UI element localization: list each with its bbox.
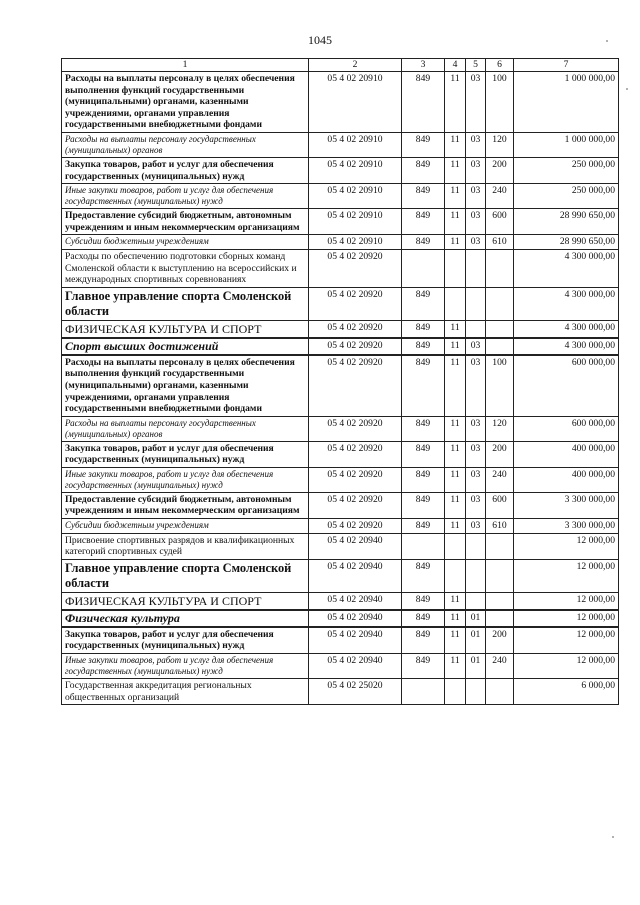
department-code-cell: 849: [402, 416, 445, 441]
department-code-cell: 849: [402, 355, 445, 416]
row-name-cell: Главное управление спорта Смоленской области: [62, 559, 309, 592]
table-row: [62, 519, 619, 534]
expense-type-cell: 100: [486, 355, 514, 416]
amount-cell: 3 300 000,00: [514, 492, 619, 518]
target-code-cell: 05 4 02 20910: [309, 235, 402, 250]
table-row: [62, 184, 619, 209]
department-code-cell: 849: [402, 320, 445, 338]
expense-type-cell: [486, 592, 514, 610]
section-code-cell: 11: [445, 338, 466, 355]
target-code-cell: 05 4 02 20910: [309, 209, 402, 235]
amount-cell: 12 000,00: [514, 559, 619, 592]
subsection-code-cell: 03: [466, 492, 486, 518]
amount-cell: 12 000,00: [514, 533, 619, 559]
section-code-cell: [445, 287, 466, 320]
row-name-cell: Закупка товаров, работ и услуг для обеспечения государственных (муниципальных) нужд: [62, 627, 309, 654]
amount-cell: 12 000,00: [514, 627, 619, 654]
department-code-cell: 849: [402, 157, 445, 183]
subsection-code-cell: [466, 249, 486, 287]
subsection-code-cell: [466, 679, 486, 705]
subsection-code-cell: 03: [466, 416, 486, 441]
table-row: [62, 627, 619, 654]
table-row: [62, 157, 619, 183]
amount-cell: 600 000,00: [514, 416, 619, 441]
target-code-cell: 05 4 02 20940: [309, 559, 402, 592]
table-row: [62, 338, 619, 355]
subsection-code-cell: 03: [466, 235, 486, 250]
department-code-cell: 849: [402, 338, 445, 355]
section-code-cell: 11: [445, 467, 466, 492]
subsection-code-cell: 03: [466, 355, 486, 416]
target-code-cell: 05 4 02 20920: [309, 519, 402, 534]
target-code-cell: 05 4 02 20910: [309, 157, 402, 183]
subsection-code-cell: [466, 533, 486, 559]
row-name-cell: Расходы по обеспечению подготовки сборных команд Смоленской области к выступлению на всероссийских и международных спортивных соревнованиях: [62, 249, 309, 287]
target-code-cell: 05 4 02 20940: [309, 592, 402, 610]
department-code-cell: 849: [402, 559, 445, 592]
section-code-cell: 11: [445, 132, 466, 157]
target-code-cell: 05 4 02 20940: [309, 654, 402, 679]
amount-cell: 4 300 000,00: [514, 338, 619, 355]
department-code-cell: 849: [402, 235, 445, 250]
department-code-cell: 849: [402, 519, 445, 534]
target-code-cell: 05 4 02 20910: [309, 132, 402, 157]
section-code-cell: 11: [445, 627, 466, 654]
department-code-cell: [402, 533, 445, 559]
subsection-code-cell: 03: [466, 467, 486, 492]
page-number: 1045: [308, 33, 332, 47]
expense-type-cell: 200: [486, 627, 514, 654]
expense-type-cell: 200: [486, 157, 514, 183]
row-name-cell: Расходы на выплаты персоналу в целях обеспечения выполнения функций государственными (муниципальными) органами, казенными учреждениями, органами управления государственными внебюджетными фондами: [62, 355, 309, 416]
column-header: 1: [62, 59, 309, 72]
section-code-cell: 11: [445, 209, 466, 235]
table-row: [62, 654, 619, 679]
table-row: [62, 467, 619, 492]
department-code-cell: 849: [402, 610, 445, 627]
section-code-cell: 11: [445, 592, 466, 610]
department-code-cell: 849: [402, 592, 445, 610]
row-name-cell: Иные закупки товаров, работ и услуг для обеспечения государственных (муниципальных) нужд: [62, 467, 309, 492]
expense-type-cell: 120: [486, 132, 514, 157]
department-code-cell: 849: [402, 184, 445, 209]
expense-type-cell: [486, 287, 514, 320]
target-code-cell: 05 4 02 20940: [309, 533, 402, 559]
table-row: [62, 72, 619, 133]
section-code-cell: 11: [445, 519, 466, 534]
scan-speck: [612, 836, 614, 838]
row-name-cell: Закупка товаров, работ и услуг для обеспечения государственных (муниципальных) нужд: [62, 441, 309, 467]
budget-table: [61, 58, 619, 705]
expense-type-cell: [486, 679, 514, 705]
row-name-cell: Предоставление субсидий бюджетным, автономным учреждениям и иным некоммерческим организациям: [62, 492, 309, 518]
amount-cell: 4 300 000,00: [514, 287, 619, 320]
department-code-cell: 849: [402, 467, 445, 492]
subsection-code-cell: 03: [466, 519, 486, 534]
section-code-cell: 11: [445, 492, 466, 518]
section-code-cell: [445, 679, 466, 705]
department-code-cell: 849: [402, 492, 445, 518]
column-header: 3: [402, 59, 445, 72]
amount-cell: 12 000,00: [514, 610, 619, 627]
subsection-code-cell: 03: [466, 72, 486, 133]
column-number-row: [62, 59, 619, 72]
target-code-cell: 05 4 02 20920: [309, 441, 402, 467]
scan-speck: [626, 88, 628, 90]
target-code-cell: 05 4 02 20940: [309, 627, 402, 654]
expense-type-cell: [486, 610, 514, 627]
table-row: [62, 287, 619, 320]
row-name-cell: Расходы на выплаты персоналу государственных (муниципальных) органов: [62, 132, 309, 157]
expense-type-cell: [486, 559, 514, 592]
subsection-code-cell: 03: [466, 441, 486, 467]
row-name-cell: ФИЗИЧЕСКАЯ КУЛЬТУРА И СПОРТ: [62, 592, 309, 610]
department-code-cell: 849: [402, 72, 445, 133]
amount-cell: 12 000,00: [514, 654, 619, 679]
section-code-cell: 11: [445, 416, 466, 441]
amount-cell: 1 000 000,00: [514, 72, 619, 133]
expense-type-cell: 240: [486, 467, 514, 492]
expense-type-cell: [486, 338, 514, 355]
amount-cell: 28 990 650,00: [514, 209, 619, 235]
amount-cell: 250 000,00: [514, 184, 619, 209]
amount-cell: 400 000,00: [514, 467, 619, 492]
column-header: 4: [445, 59, 466, 72]
target-code-cell: 05 4 02 20920: [309, 467, 402, 492]
target-code-cell: 05 4 02 20920: [309, 320, 402, 338]
table-row: [62, 132, 619, 157]
subsection-code-cell: 03: [466, 184, 486, 209]
expense-type-cell: 100: [486, 72, 514, 133]
department-code-cell: 849: [402, 627, 445, 654]
table-row: [62, 416, 619, 441]
target-code-cell: 05 4 02 20920: [309, 338, 402, 355]
subsection-code-cell: 03: [466, 209, 486, 235]
section-code-cell: 11: [445, 355, 466, 416]
expense-type-cell: [486, 320, 514, 338]
amount-cell: 4 300 000,00: [514, 249, 619, 287]
section-code-cell: [445, 559, 466, 592]
target-code-cell: 05 4 02 20920: [309, 249, 402, 287]
row-name-cell: Предоставление субсидий бюджетным, автономным учреждениям и иным некоммерческим организациям: [62, 209, 309, 235]
table-row: [62, 559, 619, 592]
table-row: [62, 249, 619, 287]
subsection-code-cell: 01: [466, 610, 486, 627]
expense-type-cell: 120: [486, 416, 514, 441]
expense-type-cell: [486, 533, 514, 559]
amount-cell: 12 000,00: [514, 592, 619, 610]
row-name-cell: Присвоение спортивных разрядов и квалификационных категорий спортивных судей: [62, 533, 309, 559]
column-header: 7: [514, 59, 619, 72]
section-code-cell: 11: [445, 654, 466, 679]
subsection-code-cell: [466, 320, 486, 338]
department-code-cell: [402, 249, 445, 287]
scan-speck: [606, 40, 608, 42]
row-name-cell: ФИЗИЧЕСКАЯ КУЛЬТУРА И СПОРТ: [62, 320, 309, 338]
expense-type-cell: 600: [486, 209, 514, 235]
section-code-cell: 11: [445, 441, 466, 467]
column-header: 5: [466, 59, 486, 72]
table-row: [62, 533, 619, 559]
target-code-cell: 05 4 02 20910: [309, 72, 402, 133]
target-code-cell: 05 4 02 20920: [309, 492, 402, 518]
amount-cell: 400 000,00: [514, 441, 619, 467]
subsection-code-cell: 01: [466, 654, 486, 679]
table-row: [62, 492, 619, 518]
row-name-cell: Иные закупки товаров, работ и услуг для обеспечения государственных (муниципальных) нужд: [62, 184, 309, 209]
table-row: [62, 592, 619, 610]
column-header: 2: [309, 59, 402, 72]
expense-type-cell: 240: [486, 654, 514, 679]
row-name-cell: Субсидии бюджетным учреждениям: [62, 235, 309, 250]
amount-cell: 6 000,00: [514, 679, 619, 705]
row-name-cell: Спорт высших достижений: [62, 338, 309, 355]
expense-type-cell: 610: [486, 519, 514, 534]
expense-type-cell: [486, 249, 514, 287]
amount-cell: 3 300 000,00: [514, 519, 619, 534]
amount-cell: 28 990 650,00: [514, 235, 619, 250]
row-name-cell: Расходы на выплаты персоналу государственных (муниципальных) органов: [62, 416, 309, 441]
target-code-cell: 05 4 02 20920: [309, 287, 402, 320]
table-row: [62, 320, 619, 338]
amount-cell: 1 000 000,00: [514, 132, 619, 157]
section-code-cell: 11: [445, 184, 466, 209]
row-name-cell: Закупка товаров, работ и услуг для обеспечения государственных (муниципальных) нужд: [62, 157, 309, 183]
department-code-cell: 849: [402, 132, 445, 157]
section-code-cell: 11: [445, 157, 466, 183]
table-row: [62, 209, 619, 235]
target-code-cell: 05 4 02 20910: [309, 184, 402, 209]
table-row: [62, 679, 619, 705]
expense-type-cell: 610: [486, 235, 514, 250]
expense-type-cell: 240: [486, 184, 514, 209]
department-code-cell: 849: [402, 441, 445, 467]
subsection-code-cell: [466, 592, 486, 610]
section-code-cell: 11: [445, 235, 466, 250]
target-code-cell: 05 4 02 20940: [309, 610, 402, 627]
department-code-cell: 849: [402, 287, 445, 320]
subsection-code-cell: 03: [466, 338, 486, 355]
subsection-code-cell: 01: [466, 627, 486, 654]
expense-type-cell: 600: [486, 492, 514, 518]
expense-type-cell: 200: [486, 441, 514, 467]
section-code-cell: 11: [445, 72, 466, 133]
row-name-cell: Расходы на выплаты персоналу в целях обеспечения выполнения функций государственными (муниципальными) органами, казенными учреждениями, органами управления государственными внебюджетными фондами: [62, 72, 309, 133]
amount-cell: 4 300 000,00: [514, 320, 619, 338]
subsection-code-cell: [466, 559, 486, 592]
row-name-cell: Главное управление спорта Смоленской области: [62, 287, 309, 320]
table-row: [62, 441, 619, 467]
column-header: 6: [486, 59, 514, 72]
section-code-cell: 11: [445, 320, 466, 338]
row-name-cell: Государственная аккредитация региональных общественных организаций: [62, 679, 309, 705]
section-code-cell: [445, 249, 466, 287]
target-code-cell: 05 4 02 20920: [309, 416, 402, 441]
section-code-cell: 11: [445, 610, 466, 627]
row-name-cell: Физическая культура: [62, 610, 309, 627]
subsection-code-cell: 03: [466, 132, 486, 157]
department-code-cell: 849: [402, 654, 445, 679]
table-body: [62, 72, 619, 705]
row-name-cell: Иные закупки товаров, работ и услуг для обеспечения государственных (муниципальных) нужд: [62, 654, 309, 679]
section-code-cell: [445, 533, 466, 559]
amount-cell: 250 000,00: [514, 157, 619, 183]
table-row: [62, 355, 619, 416]
table-row: [62, 235, 619, 250]
subsection-code-cell: [466, 287, 486, 320]
table-row: [62, 610, 619, 627]
row-name-cell: Субсидии бюджетным учреждениям: [62, 519, 309, 534]
target-code-cell: 05 4 02 25020: [309, 679, 402, 705]
amount-cell: 600 000,00: [514, 355, 619, 416]
subsection-code-cell: 03: [466, 157, 486, 183]
department-code-cell: 849: [402, 209, 445, 235]
department-code-cell: [402, 679, 445, 705]
target-code-cell: 05 4 02 20920: [309, 355, 402, 416]
